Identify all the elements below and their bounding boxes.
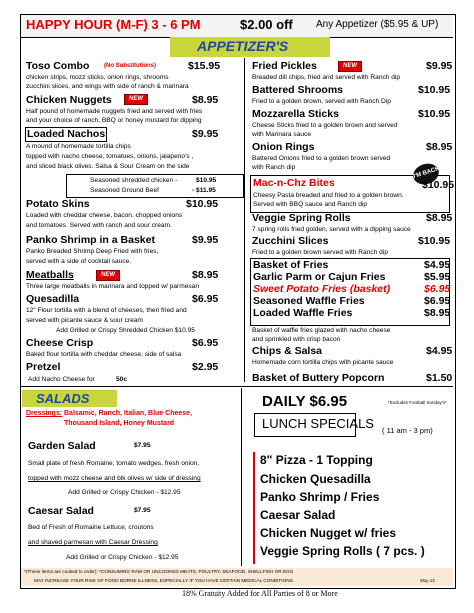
fries-price: $6.95	[424, 295, 451, 307]
item-name: Potato Skins	[26, 198, 90, 210]
item-desc: served with a side of cocktail sauce.	[26, 258, 132, 265]
item-name: Veggie Spring Rolls	[252, 212, 351, 224]
item-desc: 12" Flour tortilla with a blend of cheeses, then fried and	[26, 307, 187, 314]
lunch-item: Chicken Nugget w/ fries	[260, 526, 397, 540]
item-name: Garden Salad	[28, 440, 96, 452]
item-desc: Homemade corn tortilla chips with picante sauce	[252, 359, 394, 366]
new-badge: NEW	[96, 270, 120, 281]
item-price: $1.50	[426, 372, 453, 384]
fries-price: $6.95	[424, 283, 451, 295]
item-price: $10.95	[418, 108, 451, 120]
daily-title: DAILY $6.95	[262, 393, 348, 410]
item-desc: Breaded dill chips, fried and served with Ranch dip	[252, 74, 401, 81]
item-desc: and tomatoes. Served with ranch and sour cream.	[26, 222, 172, 229]
gratuity-note: 18% Gratuity Added for All Parties of 8 or More	[182, 589, 338, 598]
item-desc: Add Grilled or Crispy Shredded Chicken $10.95	[56, 327, 195, 334]
item-price: $10.95	[422, 179, 455, 191]
happy-hour-title: HAPPY HOUR (M-F) 3 - 6 PM	[26, 17, 201, 32]
item-price: $9.95	[192, 128, 219, 140]
item-name: Onion Rings	[252, 141, 315, 153]
addon-label: Seasoned shredded chicken -	[90, 177, 178, 184]
item-desc: Baked flour tortilla with cheddar cheese, side of salsa	[26, 351, 182, 358]
item-name: Toso Combo	[26, 60, 90, 72]
daily-note: *Excludes Football Sunday's*	[388, 400, 447, 405]
item-name: Loaded Nachos	[27, 128, 106, 140]
item-note: (No Substitutions)	[104, 63, 156, 69]
item-name: Quesadilla	[26, 293, 80, 305]
lunch-hours: ( 11 am - 3 pm)	[382, 426, 433, 435]
item-price: $8.95	[426, 141, 453, 153]
item-desc: Fried to a golden brown served with Ranch dip	[252, 249, 388, 256]
item-desc: chicken strips, mozz sticks, onion rings, shrooms	[26, 74, 169, 81]
item-desc: Cheese Sticks fried to a golden brown and served	[252, 122, 398, 129]
food-warning: MAY INCREASE YOUR RISK OF FOOD BORNE ILLNESS, ESPECIALLY IF YOU HAVE CERTAIN MEDICAL CONDITIONS.	[34, 578, 295, 583]
item-desc: 7 spring rolls fried golden, served with a dipping sauce	[252, 226, 411, 233]
item-desc: with Ranch dip	[252, 164, 296, 171]
item-desc: Served with BBQ sauce and Ranch dip	[253, 201, 367, 208]
item-name: Chicken Nuggets	[26, 94, 112, 106]
item-desc: Small plate of fresh Romaine, tomato wedges, fresh onion,	[28, 460, 200, 467]
addon-label: Seasoned Ground Beef	[90, 187, 159, 194]
lunch-item: Veggie Spring Rolls ( 7 pcs. )	[260, 544, 425, 558]
addon-price: - $11.95	[192, 187, 216, 194]
item-price: $6.95	[192, 293, 219, 305]
menu-date: May-21	[420, 578, 436, 583]
item-name: Chips & Salsa	[252, 345, 323, 357]
lunch-item: 8" Pizza - 1 Topping	[260, 453, 373, 467]
food-warning: *(These items are cooked to order): *CONSUMING RAW OR UNCOOKED MEATS, POULTRY, SEAFOOD, SHELLFISH OR EGG	[24, 569, 294, 574]
item-price: $7.95	[134, 507, 151, 514]
item-desc: and sliced black olives. Salsa & Sour Cream on the side	[26, 163, 190, 170]
item-price: $8.95	[426, 212, 453, 224]
fries-price: $5.95	[424, 271, 451, 283]
item-price: $2.95	[192, 361, 219, 373]
item-price: $9.95	[192, 234, 219, 246]
item-price: $4.95	[426, 345, 453, 357]
lunch-item: Panko Shrimp / Fries	[260, 490, 380, 504]
salads-title: SALADS	[36, 391, 90, 406]
new-badge: NEW	[124, 94, 148, 105]
happy-hour-detail: Any Appetizer ($5.95 & UP)	[316, 19, 439, 30]
item-desc: Loaded with cheddar cheese, bacon, chopped onions	[26, 212, 183, 219]
item-desc: with Marinara sauce	[252, 131, 312, 138]
item-name: Cheese Crisp	[26, 337, 94, 349]
item-name: Basket of Buttery Popcorn	[252, 372, 385, 384]
dressings-label: Dressings:	[26, 410, 63, 417]
addon-label: Add Nacho Cheese for	[28, 376, 95, 383]
item-name: Pretzel	[26, 361, 61, 373]
im-back-label: I'M BACK	[412, 165, 441, 181]
item-name: Panko Shrimp in a Basket	[26, 234, 155, 246]
item-name: Meatballs	[26, 269, 74, 281]
fries-name: Garlic Parm or Cajun Fries	[253, 271, 386, 283]
item-name: Battered Shrooms	[252, 84, 344, 96]
item-price: $9.95	[426, 60, 453, 72]
fries-name: Basket of Fries	[253, 259, 329, 271]
dressings-list: Balsamic, Ranch, Italian, Blue Cheese,	[64, 410, 192, 417]
item-name: Mozzarella Sticks	[252, 108, 339, 120]
item-desc: topped with mozz cheese and blk olives w/ side of dressing	[28, 475, 201, 482]
item-desc: topped with nacho cheese, tomatoes, onions, jalapeno's ,	[26, 153, 194, 160]
addon-label: Add Grilled or Crispy Chicken - $12.95	[66, 554, 179, 561]
addon-label: Add Grilled or Crispy Chicken - $12.95	[68, 489, 181, 496]
lunch-title: LUNCH SPECIALS	[262, 416, 374, 431]
fries-price: $8.95	[424, 307, 451, 319]
item-desc: Half pound of homemade nuggets fried and served with fries	[26, 108, 203, 115]
lunch-item: Chicken Quesadilla	[260, 472, 371, 486]
dressings-list: Thousand Island, Honey Mustard	[64, 420, 175, 427]
item-desc: and sprinkled with crisp bacon	[252, 336, 341, 343]
fries-price: $4.95	[424, 259, 451, 271]
item-price: $7.95	[134, 442, 151, 449]
item-desc: served with picante sauce & sour cream	[26, 317, 143, 324]
happy-hour-deal: $2.00 off	[240, 17, 293, 32]
item-desc: Fried to a golden brown, served with Ranch Dip	[252, 98, 391, 105]
item-price: $10.95	[418, 235, 451, 247]
item-price: $6.95	[192, 337, 219, 349]
item-desc: Basket of waffle fries glazed with nacho cheese	[252, 327, 391, 334]
addon-price: 50c	[116, 376, 128, 383]
column-divider	[241, 388, 242, 566]
new-badge: NEW	[338, 61, 362, 72]
column-divider	[244, 58, 245, 382]
item-desc: Bed of Fresh of Romaine Lettuce, croutons	[28, 524, 154, 531]
lunch-item: Caesar Salad	[260, 508, 336, 522]
item-desc: Three large meatballs in marinara and topped w/ parmesan	[26, 283, 199, 290]
divider	[21, 386, 453, 387]
item-desc: A mound of homemade tortilla chips	[26, 143, 131, 150]
item-name: Zucchini Slices	[252, 235, 329, 247]
item-desc: Battered Onions fried to a golden brown served	[252, 155, 391, 162]
item-price: $8.95	[192, 94, 219, 106]
addon-price: $10.95	[196, 177, 217, 184]
item-name: Fried Pickles	[252, 60, 317, 72]
item-price: $10.95	[418, 84, 451, 96]
item-desc: Panko Breaded Shrimp Deep Fried with fries,	[26, 248, 159, 255]
item-desc: zucchini slices, and wings with side of ranch & marinara	[26, 83, 189, 90]
item-desc: Cheesy Pasta breaded and fried to a golden brown.	[253, 192, 404, 199]
item-desc: and your choice of ranch, BBQ or honey mustard for dipping	[26, 117, 202, 124]
item-price: $10.95	[186, 198, 219, 210]
appetizers-title: APPETIZER'S	[197, 38, 289, 54]
item-price: $8.95	[192, 269, 219, 281]
fries-name: Seasoned Waffle Fries	[253, 295, 365, 307]
item-name: Caesar Salad	[28, 505, 94, 517]
item-price: $15.95	[188, 60, 221, 72]
fries-name: Loaded Waffle Fries	[253, 307, 353, 319]
item-name: Mac-n-Chz Bites	[253, 177, 335, 189]
lunch-accent-bar	[253, 452, 255, 564]
item-desc: and shaved parmesan with Caesar Dressing	[28, 539, 158, 546]
fries-name: Sweet Potato Fries (basket)	[253, 283, 391, 295]
